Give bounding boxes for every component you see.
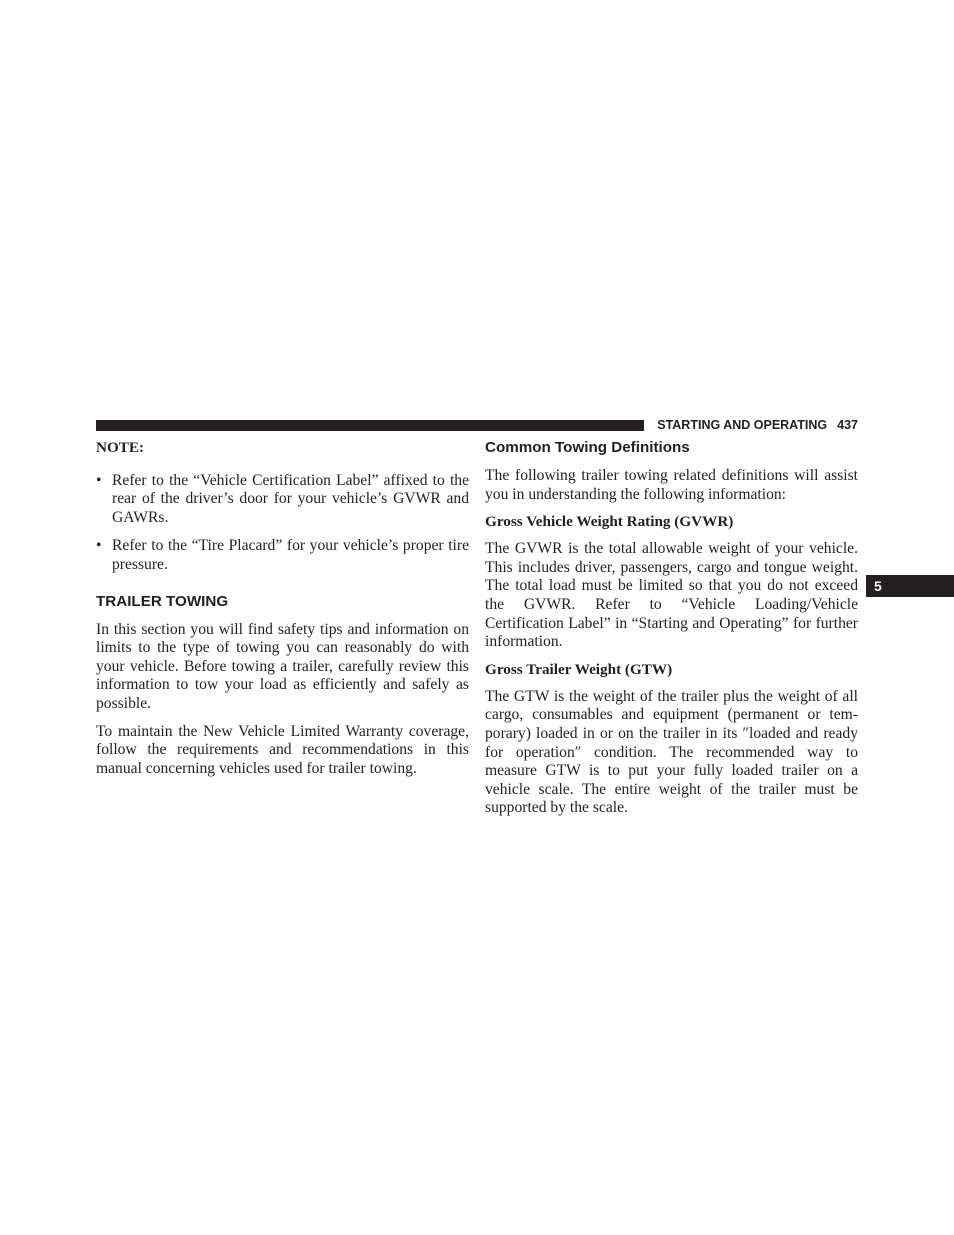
gvwr-heading: Gross Vehicle Weight Rating (GVWR) [485, 513, 734, 531]
trailer-towing-heading: TRAILER TOWING [96, 592, 229, 610]
page-number: 437 [837, 418, 858, 432]
paragraph: To maintain the New Vehicle Limited Warranty coverage, follow the requirements and recommendations in this manual concerning vehicles used for trailer towing. [96, 722, 469, 777]
intro-paragraph: The following trailer towing related definitions will assist you in understanding the following information: [485, 467, 858, 503]
note-label: NOTE: [96, 439, 145, 456]
running-header [657, 417, 858, 433]
chapter-tab: 5 [866, 575, 954, 597]
left-column [96, 436, 469, 787]
bullet-icon: • [96, 537, 102, 555]
note-bullet-list [96, 472, 469, 575]
common-towing-definitions-heading: Common Towing Definitions [485, 439, 690, 456]
bullet-text: Refer to the “Vehicle Certification Label” affixed to the rear of the driver’s door for your vehicle’s GVWR and GAWRs. [112, 471, 469, 526]
list-item [96, 472, 469, 528]
paragraph: In this section you will find safety tips and information on limits to the type of towing you can reasonably do with your vehicle. Before towing a trailer, carefully review this information to tow your load as efficiently and safely as possible. [96, 620, 469, 712]
header-rule-bar [96, 420, 644, 431]
section-title: STARTING AND OPERATING [657, 418, 828, 432]
right-column [485, 436, 858, 827]
bullet-icon: • [96, 471, 102, 489]
gvwr-paragraph: The GVWR is the total allowable weight of your vehicle. This includes driver, passengers, cargo and tongue weight. The total load must be limited so that you do not exceed the GVWR. Refer to “Vehicle Loading/Vehicle Certification Label” in “Starting and Operating” for further information. [485, 540, 858, 651]
gtw-paragraph: The GTW is the weight of the trailer plus the weight of all cargo, consumables and equipment (permanent or tem- porary) loaded in or on the trailer in its ″loaded and ready for operation″ condition. The recommended way to measure GTW is to put your fully loaded trailer on a vehicle scale. The entire weight of the trailer must be supported by the scale. [485, 687, 858, 817]
gtw-heading: Gross Trailer Weight (GTW) [485, 660, 673, 678]
bullet-text: Refer to the “Tire Placard” for your vehicle’s proper tire pressure. [112, 537, 469, 573]
list-item [96, 537, 469, 574]
